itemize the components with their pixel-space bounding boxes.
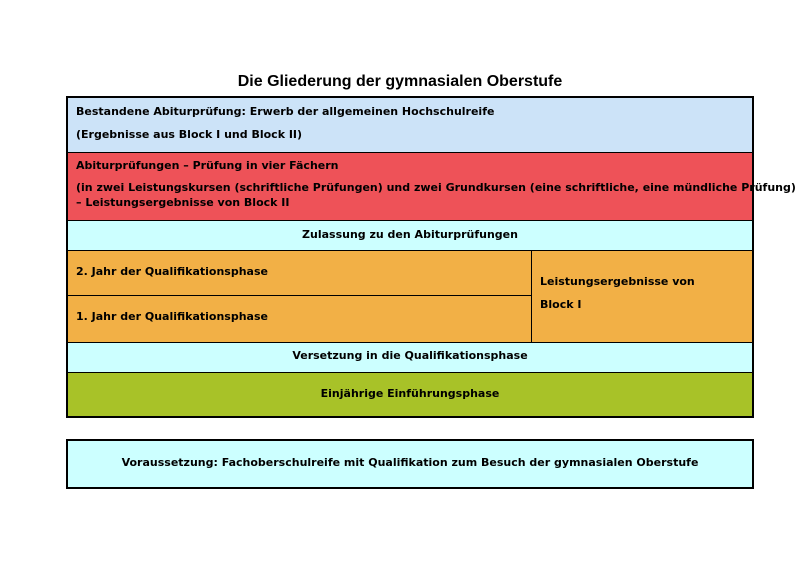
admission-block [68,220,752,250]
abitur-exams-line1: Abiturprüfungen – Prüfung in vier Fächern [76,159,339,172]
intro-phase-label: Einjährige Einführungsphase [320,387,500,400]
prerequisite-box [66,439,754,489]
qualification-year1-label: 1. Jahr der Qualifikationsphase [76,310,268,323]
block1-results-line2: Block I [540,298,582,311]
qualification-phase-block [68,250,752,342]
admission-label: Zulassung zu den Abiturprüfungen [302,228,518,241]
qualification-year2-cell [68,251,532,296]
abitur-success-block [68,98,752,152]
transfer-label: Versetzung in die Qualifikationsphase [292,349,528,362]
abitur-success-line2: (Ergebnisse aus Block I und Block II) [76,128,303,141]
qualification-year2-label: 2. Jahr der Qualifikationsphase [76,265,268,278]
transfer-block [68,342,752,372]
qualification-year1-cell [68,296,532,343]
abitur-exams-line3: – Leistungsergebnisse von Block II [76,196,290,209]
intro-phase-block [68,372,752,416]
abitur-exams-line2: (in zwei Leistungskursen (schriftliche Prüfungen) und zwei Grundkursen (eine schriftliche, eine mündliche Prüfung) [76,181,796,194]
abitur-exams-block [68,152,796,220]
page-title: Die Gliederung der gymnasialen Oberstufe [237,73,563,90]
block1-results-line1: Leistungsergebnisse von [540,275,695,288]
abitur-success-line1: Bestandene Abiturprüfung: Erwerb der allgemeinen Hochschulreife [76,105,495,118]
structure-diagram [66,96,796,418]
block1-results-cell [532,251,752,343]
prerequisite-label: Voraussetzung: Fachoberschulreife mit Qualifikation zum Besuch der gymnasialen Oberstufe [121,456,699,469]
